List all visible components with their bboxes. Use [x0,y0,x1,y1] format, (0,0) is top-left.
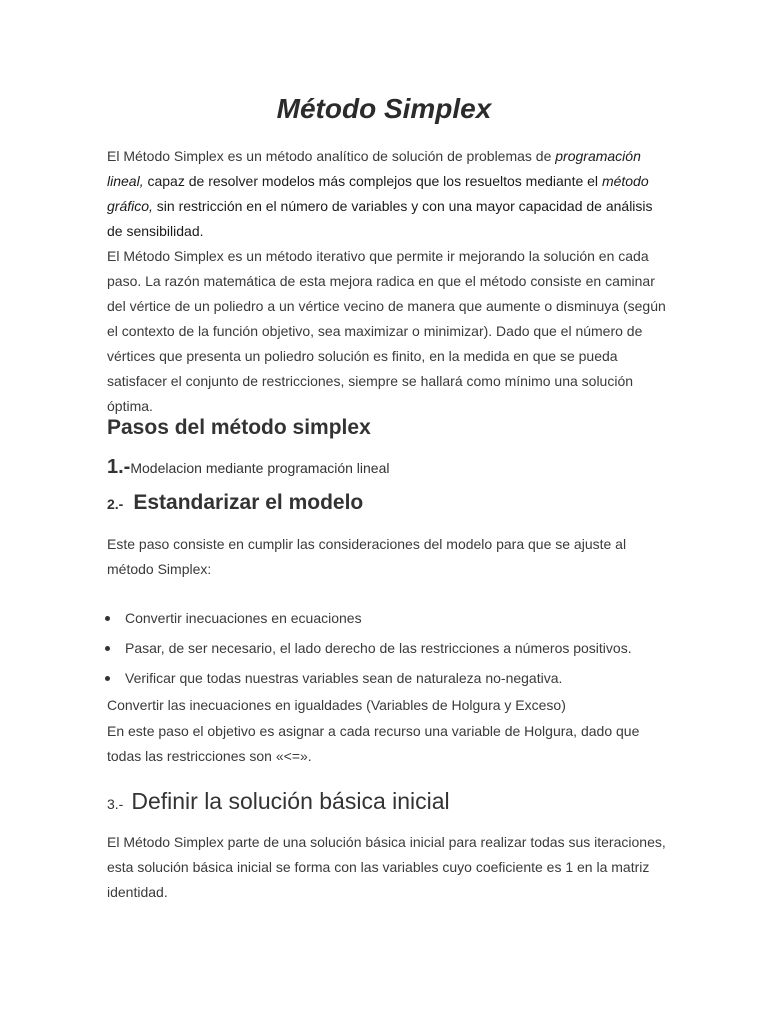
intro-text-b: capaz de resolver modelos más complejos que los resueltos mediante el [143,173,602,189]
intro-emphasis-metodo-grafico: método gráfico, [107,173,649,214]
step-1-text: Modelacion mediante programación lineal [130,460,390,476]
list-item: Convertir inecuaciones en ecuaciones [107,605,632,635]
step-2-note-holgura: En este paso el objetivo es asignar a cada recurso una variable de Holgura, dado que todas las restricciones son «<=». [107,723,640,764]
document-title: Método Simplex [276,93,492,124]
list-item: Verificar que todas nuestras variables sean de naturaleza no-negativa. [107,665,632,695]
steps-heading: Pasos del método simplex [107,416,371,439]
step-2 [107,491,363,515]
step-2-number: 2.- [107,496,124,512]
step-1-number: 1.- [107,456,131,478]
intro-text-c: sin restricción en el número de variables y con una mayor capacidad de análisis de sensibilidad. [107,198,653,239]
step-2-note-convert: Convertir las inecuaciones en igualdades (Variables de Holgura y Exceso) [107,697,566,713]
step-3 [107,788,450,815]
intro-emphasis-programacion: programación lineal, [107,148,641,189]
intro-text-a: El Método Simplex es un método analítico de solución de problemas de [107,148,556,164]
iterative-paragraph: El Método Simplex es un método iterativo que permite ir mejorando la solución en cada paso. La razón matemática de esta mejora radica en que el método consiste en caminar del vértice de un poliedro a un vértice vecino de manera que aumente o disminuya (según el contexto de la función objetivo, sea maximizar o minimizar). Dado que el número de vértices que presenta un poliedro solución es finito, en la medida en que se pueda satisfacer el conjunto de restricciones, siempre se hallará como mínimo una solución óptima. [107,248,666,414]
intro-paragraph [107,144,667,244]
step-1 [107,456,390,479]
step-3-heading: Definir la solución básica inicial [131,788,450,814]
list-item: Pasar, de ser necesario, el lado derecho de las restricciones a números positivos. [107,635,632,665]
step-2-bullet-list [107,605,632,695]
step-3-description: El Método Simplex parte de una solución básica inicial para realizar todas sus iteraciones, esta solución básica inicial se forma con las variables cuyo coeficiente es 1 en la matriz identidad. [107,834,666,900]
step-3-number: 3.- [107,796,124,812]
step-2-description: Este paso consiste en cumplir las consideraciones del modelo para que se ajuste al método Simplex: [107,536,627,577]
step-2-heading: Estandarizar el modelo [133,491,364,514]
